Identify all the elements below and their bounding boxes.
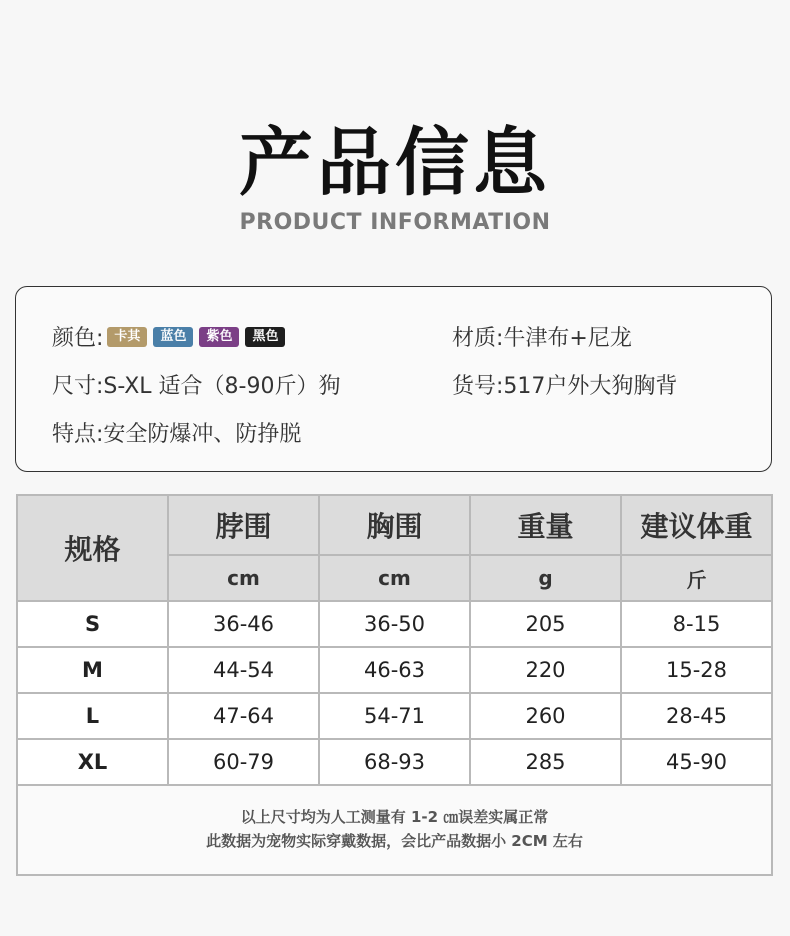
table-row xyxy=(17,739,772,785)
table-cell: 285 xyxy=(470,739,621,785)
item-number-text: 货号:517户外大狗胸背 xyxy=(452,374,678,399)
column-header-chest: 胸围 xyxy=(319,495,470,555)
table-cell: 45-90 xyxy=(621,739,772,785)
material-text: 材质:牛津布+尼龙 xyxy=(452,326,632,351)
product-info-box xyxy=(15,286,772,472)
table-cell: 44-54 xyxy=(168,647,319,693)
table-cell: 260 xyxy=(470,693,621,739)
color-swatch-khaki: 卡其 xyxy=(107,327,147,347)
table-row xyxy=(17,693,772,739)
table-row xyxy=(17,647,772,693)
page-title: 产品信息 xyxy=(239,120,551,206)
unit-chest: cm xyxy=(319,555,470,601)
size-cell: S xyxy=(17,601,168,647)
table-cell: 47-64 xyxy=(168,693,319,739)
table-cell: 205 xyxy=(470,601,621,647)
column-header-neck: 脖围 xyxy=(168,495,319,555)
column-header-weight: 重量 xyxy=(470,495,621,555)
table-cell: 28-45 xyxy=(621,693,772,739)
page-subtitle: PRODUCT INFORMATION xyxy=(239,210,551,235)
color-swatch-purple: 紫色 xyxy=(199,327,239,347)
table-cell: 8-15 xyxy=(621,601,772,647)
column-header-recommended-weight: 建议体重 xyxy=(621,495,772,555)
measurement-note-2: 此数据为宠物实际穿戴数据，会比产品数据小 2CM 左右 xyxy=(206,832,583,850)
spec-header: 规格 xyxy=(17,495,168,601)
table-row xyxy=(17,601,772,647)
color-label: 颜色: xyxy=(52,326,104,351)
table-cell: 60-79 xyxy=(168,739,319,785)
color-row xyxy=(52,321,291,352)
table-cell: 220 xyxy=(470,647,621,693)
table-cell: 54-71 xyxy=(319,693,470,739)
color-swatch-black: 黑色 xyxy=(245,327,285,347)
feature-text: 特点:安全防爆冲、防挣脱 xyxy=(52,422,302,447)
size-range-text: 尺寸:S-XL 适合（8-90斤）狗 xyxy=(52,374,341,399)
table-cell: 15-28 xyxy=(621,647,772,693)
unit-neck: cm xyxy=(168,555,319,601)
table-cell: 68-93 xyxy=(319,739,470,785)
color-swatch-blue: 蓝色 xyxy=(153,327,193,347)
size-cell: L xyxy=(17,693,168,739)
size-cell: XL xyxy=(17,739,168,785)
table-cell: 46-63 xyxy=(319,647,470,693)
measurement-note-1: 以上尺寸均为人工测量有 1-2 ㎝误差实属正常 xyxy=(240,808,549,826)
size-cell: M xyxy=(17,647,168,693)
measurement-note-box xyxy=(16,786,773,876)
table-cell: 36-46 xyxy=(168,601,319,647)
unit-weight: g xyxy=(470,555,621,601)
table-cell: 36-50 xyxy=(319,601,470,647)
unit-recommended-weight: 斤 xyxy=(621,555,772,601)
size-table xyxy=(16,494,773,786)
